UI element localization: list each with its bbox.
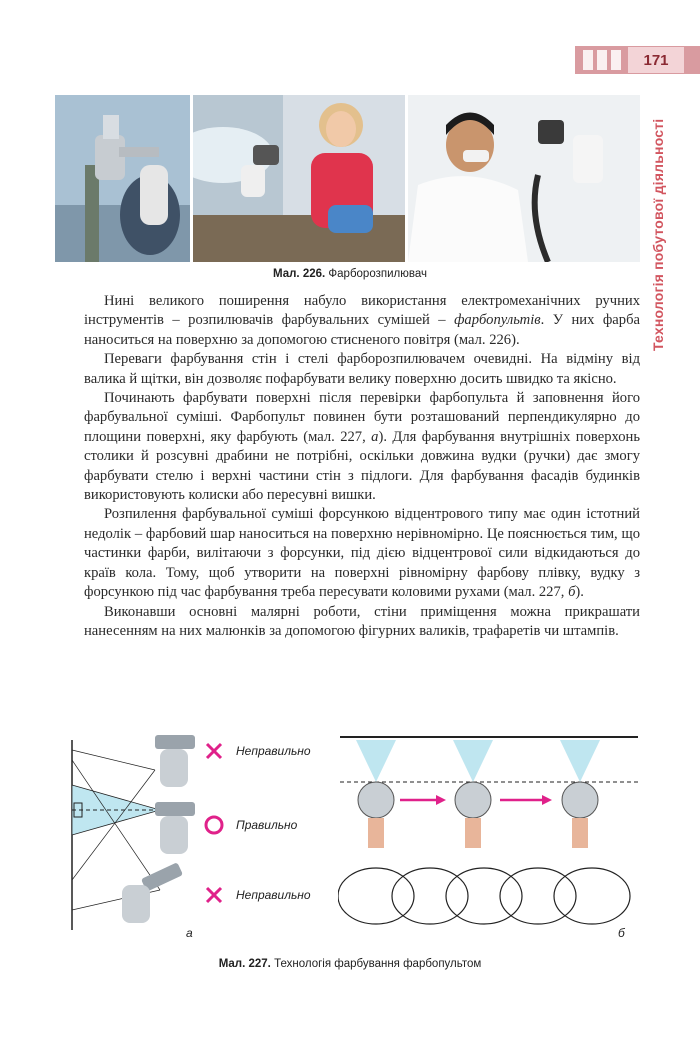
figure-227-b-label: б (618, 926, 625, 940)
paragraph: Нині великого поширення набуло використання електромеханічних ручних інструментів – розпилювачів фарбувальних сумішей – фарбопультів. У них фарба наноситься на поверхню за допомогою стисненого повітря (мал. 226). (84, 293, 640, 348)
photo-spray-gun (55, 95, 190, 262)
spray-gun-icon (155, 802, 195, 854)
spray-gun-icon (122, 862, 183, 923)
header-decor (611, 50, 621, 70)
figure-227-a (60, 730, 350, 940)
figure-227-number: Мал. 227. (218, 958, 271, 970)
figure-227-b (338, 730, 640, 940)
incorrect-mark-icon (207, 744, 221, 758)
mark-label: Неправильно (236, 744, 311, 758)
header-decor (583, 50, 593, 70)
photo-woman-painting (193, 95, 405, 262)
correct-mark-icon (206, 817, 222, 833)
section-side-title: Технологія побутової діяльності (650, 118, 666, 352)
header-decor (597, 50, 607, 70)
figure-226-caption (150, 268, 550, 280)
paragraph: Виконавши основні малярні роботи, стіни приміщення можна прикрашати нанесенням на них малюнків за допомогою фігурних валиків, трафаретів чи штампів. (84, 603, 640, 639)
figure-227-a-label: а (186, 926, 193, 940)
circular-motion-path (338, 868, 630, 924)
figure-226-number: Мал. 226. (273, 268, 326, 280)
mark-label: Правильно (236, 818, 298, 832)
photo-man-painting (408, 95, 640, 262)
spray-nozzle-icon (358, 782, 394, 848)
spray-nozzle-icon (455, 782, 491, 848)
paragraph: Переваги фарбування стін і стелі фарборозпилювачем очевидні. На відміну від валика й щітки, він дозволяє пофарбувати велику поверхню досить швидко та якісно. (84, 351, 640, 387)
figure-227-caption (150, 958, 550, 970)
arrow-right-icon (400, 795, 446, 805)
arrow-right-icon (500, 795, 552, 805)
spray-gun-icon (155, 735, 195, 787)
figure-227-title: Технологія фарбування фарбопультом (270, 958, 482, 970)
figure-226-title: Фарборозпилювач (325, 268, 427, 280)
paragraph: Розпилення фарбувальної суміші форсункою відцентрового типу має один істотний недолік – фарбовий шар наноситься на поверхню нерівномірно. Це пояснюється тим, що частинки фарби, вилітаючи з форсунки, під дією відцентрової сили відкидаються до країв кола. Тому, щоб утворити на поверхні рівномірну фарбову плівку, вудку з форсункою під час фарбування треба пересувати коловими рухами (мал. 227, б). (84, 506, 640, 601)
paragraph: Починають фарбувати поверхні після перевірки фарбопульта й заповнення його фарбувальної суміші. Фарбопульт повинен бути розташований перпендикулярно до площини поверхні, яку фарбують (мал. 227, а). Для фарбування внутрішніх поверхонь столики й розсувні драбини не потрібні, оскільки довжина вудки (ручки) дає змогу фарбувати стелю і верхні частини стін з підлоги. Для фарбування фасадів будинків використовують колиски або пересувні вишки. (84, 390, 640, 504)
incorrect-mark-icon (207, 888, 221, 902)
spray-nozzle-icon (562, 782, 598, 848)
mark-label: Неправильно (236, 888, 311, 902)
article-body (84, 292, 640, 641)
page-number: 171 (628, 47, 684, 73)
